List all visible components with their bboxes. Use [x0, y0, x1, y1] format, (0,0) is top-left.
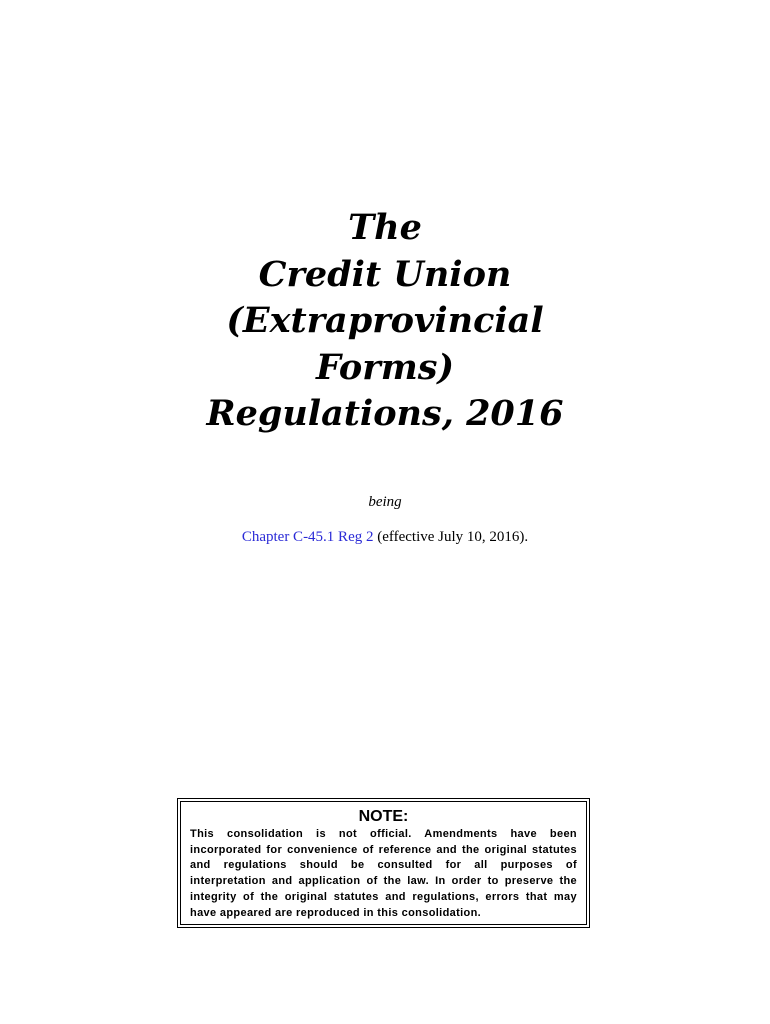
document-title — [0, 205, 770, 438]
title-line: The — [348, 207, 422, 248]
citation — [0, 527, 770, 547]
note-body: This consolidation is not official. Amendments have been incorporated for convenience of reference and the original statutes and regulations should be consulted for all purposes of interpretation and application of the law. In order to preserve the integrity of the original statutes and regulations, errors that may have appeared are reproduced in this consolidation. — [190, 828, 577, 919]
chapter-link[interactable]: Chapter C-45.1 Reg 2 — [241, 529, 374, 545]
note-heading: NOTE: — [358, 808, 409, 825]
title-line: Forms) — [315, 346, 455, 388]
note-box — [177, 798, 590, 928]
title-line: Regulations, 2016 — [206, 393, 564, 434]
note-inner-frame — [180, 801, 587, 925]
title-line: (Extraprovincial — [226, 300, 544, 341]
effective-date-text: (effective July 10, 2016). — [373, 529, 529, 545]
title-line: Credit Union — [258, 253, 512, 295]
being-text: being — [368, 494, 402, 510]
